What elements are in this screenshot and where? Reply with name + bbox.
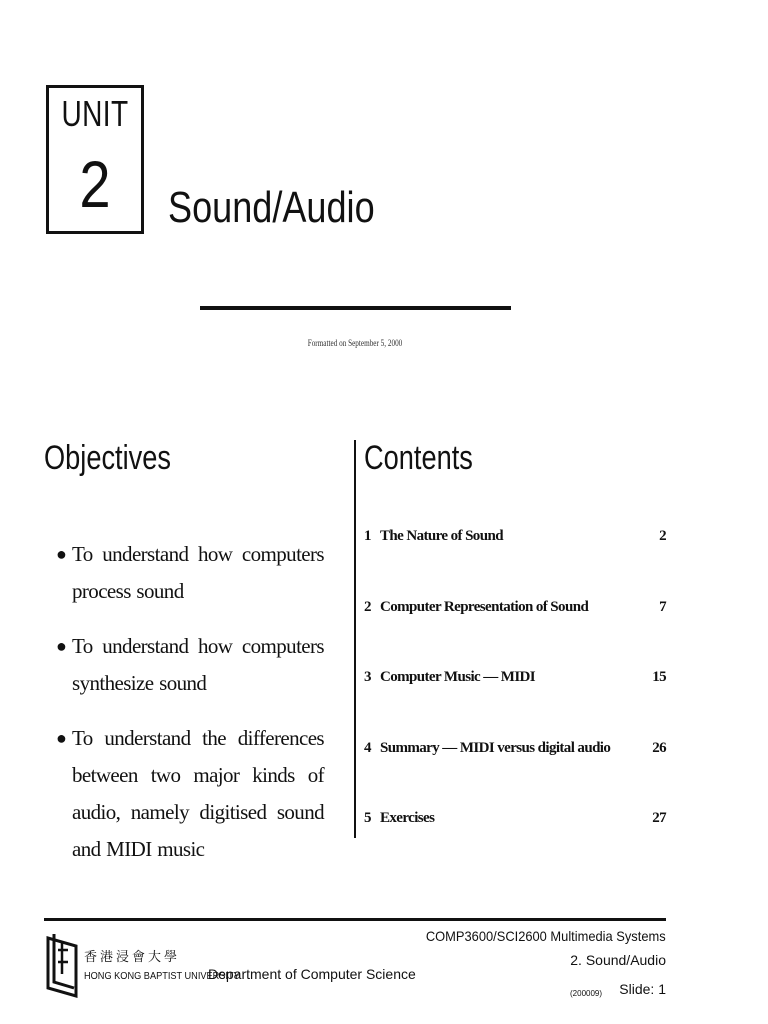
objective-text: To understand how computers process sound (72, 542, 324, 603)
toc-page: 26 (652, 739, 666, 756)
page-title: Sound/Audio (168, 183, 375, 232)
unit-box (46, 85, 144, 234)
unit-word: UNIT (61, 93, 129, 134)
toc-number: 1 (364, 528, 371, 544)
toc-page: 15 (652, 669, 666, 685)
edition-label: (200009) (570, 989, 603, 998)
formatted-note: Formatted on September 5, 2000 (307, 338, 403, 348)
objective-item (56, 536, 324, 610)
toc-entry[interactable] (364, 665, 666, 736)
unit-number: 2 (79, 147, 111, 221)
toc-entry[interactable] (364, 736, 666, 807)
university-name-english: HONG KONG BAPTIST UNIVERSITY (84, 971, 240, 982)
footer-rule (44, 918, 666, 921)
unit-label: 2. Sound/Audio (570, 952, 666, 968)
bullet-icon: ● (56, 636, 67, 656)
toc-page: 2 (659, 528, 666, 544)
toc-number: 3 (364, 669, 371, 685)
slide-number: Slide: 1 (619, 981, 666, 997)
contents-list (364, 524, 666, 877)
university-name-chinese: 香港浸會大學 (84, 950, 181, 965)
toc-title[interactable]: Computer Representation of Sound (380, 598, 589, 615)
contents-heading: Contents (364, 439, 473, 477)
toc-title[interactable]: Computer Music — MIDI (380, 669, 536, 685)
toc-entry[interactable] (364, 595, 666, 666)
toc-entry[interactable] (364, 524, 666, 595)
toc-number: 5 (364, 810, 371, 826)
toc-page: 7 (659, 598, 666, 615)
hkbu-logo-icon (44, 930, 80, 998)
toc-entry[interactable] (364, 806, 666, 877)
toc-number: 2 (364, 598, 371, 615)
bullet-icon: ● (56, 544, 67, 564)
toc-title[interactable]: Summary — MIDI versus digital audio (380, 739, 611, 756)
objective-text: To understand the differences between two major kinds of audio, namely digitised sound and MIDI music (72, 726, 324, 861)
toc-page: 27 (652, 810, 666, 826)
objectives-heading: Objectives (44, 439, 171, 477)
title-rule (200, 306, 511, 310)
objective-item (56, 720, 324, 868)
toc-title[interactable]: The Nature of Sound (380, 528, 503, 544)
column-divider (354, 440, 356, 838)
toc-title[interactable]: Exercises (380, 810, 435, 826)
department-label: Department of Computer Science (208, 966, 416, 982)
bullet-icon: ● (56, 728, 67, 748)
objectives-list (56, 536, 324, 886)
course-label: COMP3600/SCI2600 Multimedia Systems (426, 928, 666, 944)
objective-text: To understand how computers synthesize sound (72, 634, 324, 695)
objective-item (56, 628, 324, 702)
toc-number: 4 (364, 739, 371, 756)
